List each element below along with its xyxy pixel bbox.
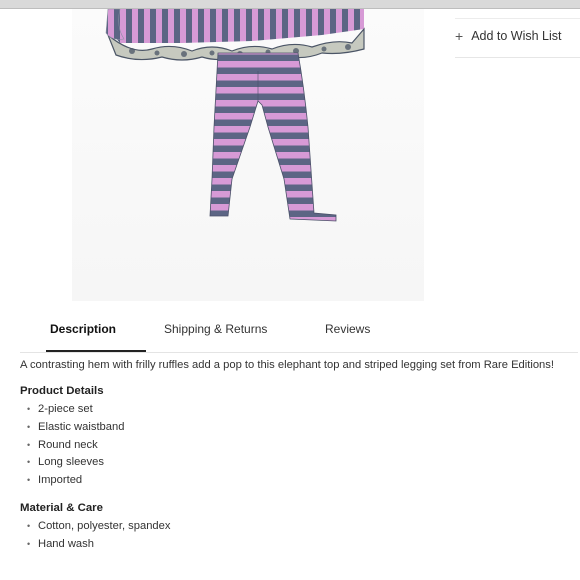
wishlist-label: Add to Wish List bbox=[471, 29, 562, 43]
list-item: • 2-piece set bbox=[20, 401, 580, 419]
active-tab-indicator bbox=[46, 350, 146, 352]
wishlist-section bbox=[455, 18, 580, 58]
product-details-list bbox=[20, 401, 580, 490]
material-care-list bbox=[20, 518, 580, 554]
top-divider bbox=[0, 0, 580, 9]
list-item: • Cotton, polyester, spandex bbox=[20, 518, 580, 536]
description-text: A contrasting hem with frilly ruffles add a pop to this elephant top and striped legging set from Rare Editions! bbox=[20, 359, 554, 371]
list-item: • Hand wash bbox=[20, 536, 580, 554]
product-details-heading: Product Details bbox=[20, 385, 104, 397]
tab-description[interactable]: Description bbox=[50, 322, 117, 336]
product-image bbox=[72, 9, 424, 301]
add-to-wishlist-button[interactable] bbox=[455, 29, 562, 43]
list-item: • Elastic waistband bbox=[20, 419, 580, 437]
product-tabs bbox=[20, 312, 578, 353]
material-care-heading: Material & Care bbox=[20, 501, 103, 514]
tab-reviews[interactable]: Reviews bbox=[325, 322, 371, 336]
description-panel bbox=[20, 357, 580, 554]
list-item: • Long sleeves bbox=[20, 454, 580, 472]
list-item: • Imported bbox=[20, 472, 580, 490]
plus-icon: + bbox=[455, 28, 464, 44]
tab-shipping-returns[interactable]: Shipping & Returns bbox=[164, 322, 268, 336]
list-item: • Round neck bbox=[20, 437, 580, 455]
